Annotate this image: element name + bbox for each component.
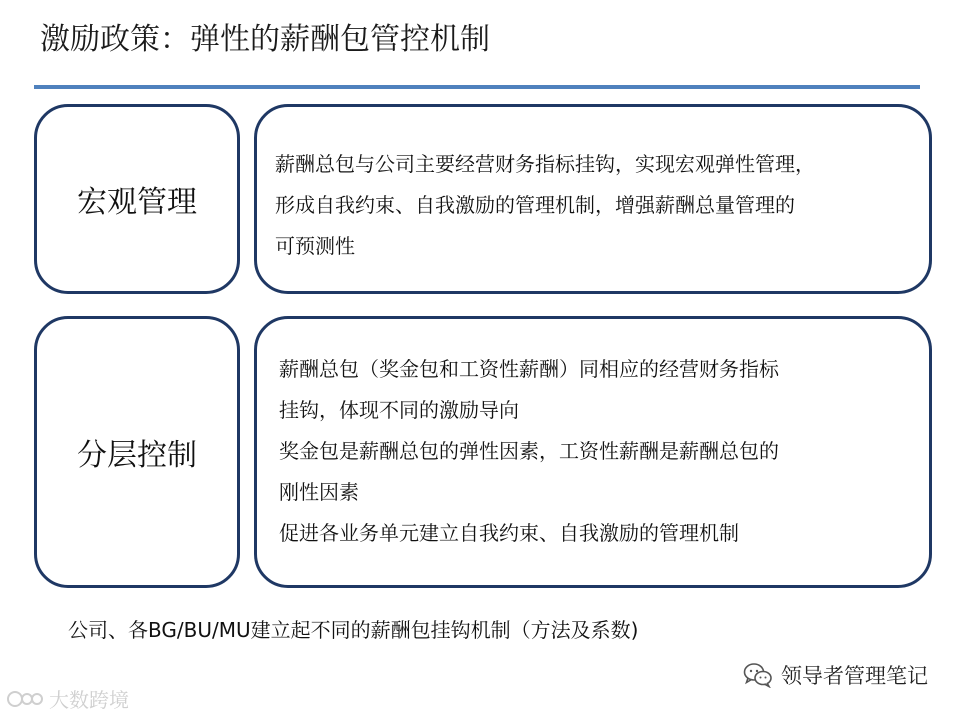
- desc-line: 薪酬总包与公司主要经营财务指标挂钩，实现宏观弹性管理，: [275, 152, 815, 176]
- section-desc-box-macro: [254, 104, 932, 294]
- wechat-attribution: [743, 660, 928, 690]
- section-desc: [279, 349, 779, 554]
- footer-note: 公司、各BG/BU/MU建立起不同的薪酬包挂钩机制（方法及系数): [68, 618, 639, 642]
- section-label-box-layered: [34, 316, 240, 588]
- section-desc-box-layered: [254, 316, 932, 588]
- desc-line: 促进各业务单元建立自我约束、自我激励的管理机制: [279, 521, 739, 545]
- desc-line: 可预测性: [275, 234, 355, 258]
- watermark-text: 大数跨境: [49, 688, 129, 712]
- section-label: 分层控制: [77, 438, 197, 473]
- wechat-icon: [743, 662, 773, 688]
- wechat-account-name: 领导者管理笔记: [781, 664, 928, 688]
- desc-line: 挂钩，体现不同的激励导向: [279, 398, 519, 422]
- watermark: [6, 684, 129, 713]
- page-title: 激励政策：弹性的薪酬包管控机制: [40, 22, 490, 57]
- desc-line: 奖金包是薪酬总包的弹性因素，工资性薪酬是薪酬总包的: [279, 439, 779, 463]
- desc-line: 形成自我约束、自我激励的管理机制，增强薪酬总量管理的: [275, 193, 795, 217]
- desc-line: 薪酬总包（奖金包和工资性薪酬）同相应的经营财务指标: [279, 357, 779, 381]
- section-label: 宏观管理: [77, 185, 197, 220]
- title-divider: [34, 85, 920, 89]
- logo-icon: [6, 688, 46, 710]
- section-label-box-macro: [34, 104, 240, 294]
- desc-line: 刚性因素: [279, 480, 359, 504]
- section-desc: [275, 144, 815, 267]
